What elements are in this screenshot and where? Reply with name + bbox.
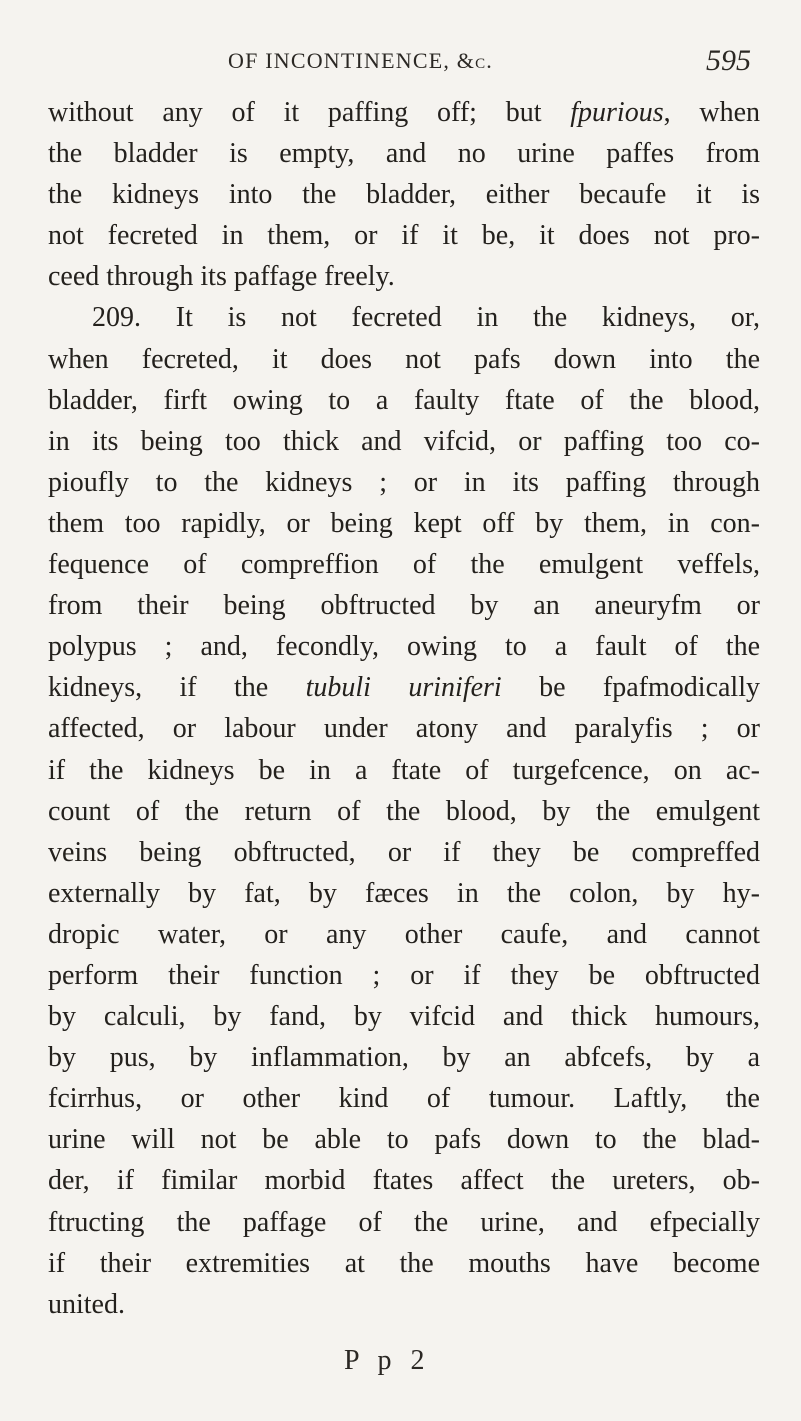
text-line: the kidneys into the bladder, either becaufe it is: [48, 179, 760, 211]
text-line: fcirrhus, or other kind of tumour. Laftly, the: [48, 1083, 760, 1115]
text-line: fequence of compreffion of the emulgent veffels,: [48, 549, 760, 581]
text-line: externally by fat, by fæces in the colon, by hy-: [48, 877, 760, 909]
text-line: count of the return of the blood, by the emulgent: [48, 795, 760, 827]
text-line: affected, or labour under atony and paralyfis ; or: [48, 713, 760, 745]
running-head: [0, 42, 801, 82]
text-line: by pus, by inflammation, by an abfcefs, by a: [48, 1042, 760, 1074]
signature-mark: P p 2: [344, 1345, 431, 1376]
body-text: [48, 92, 760, 1325]
text-line: urine will not be able to pafs down to the blad-: [48, 1124, 760, 1156]
text-line: in its being too thick and vifcid, or paffing too co-: [48, 425, 760, 457]
text-line: der, if fimilar morbid ftates affect the ureters, ob-: [48, 1165, 760, 1197]
text-line: dropic water, or any other caufe, and cannot: [48, 918, 760, 950]
text-line: bladder, firft owing to a faulty ftate of the blood,: [48, 384, 760, 416]
text-line: from their being obftructed by an aneuryfm or: [48, 590, 760, 622]
text-line: pioufly to the kidneys ; or in its paffing through: [48, 466, 760, 498]
text-line: perform their function ; or if they be obftructed: [48, 959, 760, 991]
text-line: ceed through its paffage freely.: [48, 261, 395, 293]
text-line: without any of it paffing off; but fpurious, when: [48, 97, 760, 128]
text-line: veins being obftructed, or if they be compreffed: [48, 836, 760, 868]
page-number: 595: [706, 44, 751, 77]
text-line: if their extremities at the mouths have become: [48, 1247, 760, 1279]
text-line: ftructing the paffage of the urine, and efpecially: [48, 1206, 760, 1238]
text-line: the bladder is empty, and no urine paffes from: [48, 138, 760, 170]
text-line: not fecreted in them, or if it be, it does not pro-: [48, 220, 760, 252]
text-line: them too rapidly, or being kept off by them, in con-: [48, 507, 760, 539]
text-line: united.: [48, 1288, 125, 1320]
text-line: kidneys, if the tubuli uriniferi be fpafmodically: [48, 672, 760, 704]
text-line: by calculi, by fand, by vifcid and thick humours,: [48, 1001, 760, 1033]
text-line: when fecreted, it does not pafs down into the: [48, 343, 760, 375]
text-line: polypus ; and, fecondly, owing to a fault of the: [48, 631, 760, 663]
paragraph-start-line: 209. It is not fecreted in the kidneys, or,: [92, 302, 760, 334]
text-line: if the kidneys be in a ftate of turgefcence, on ac-: [48, 754, 760, 786]
running-head-title: OF INCONTINENCE, &c.: [228, 48, 493, 73]
